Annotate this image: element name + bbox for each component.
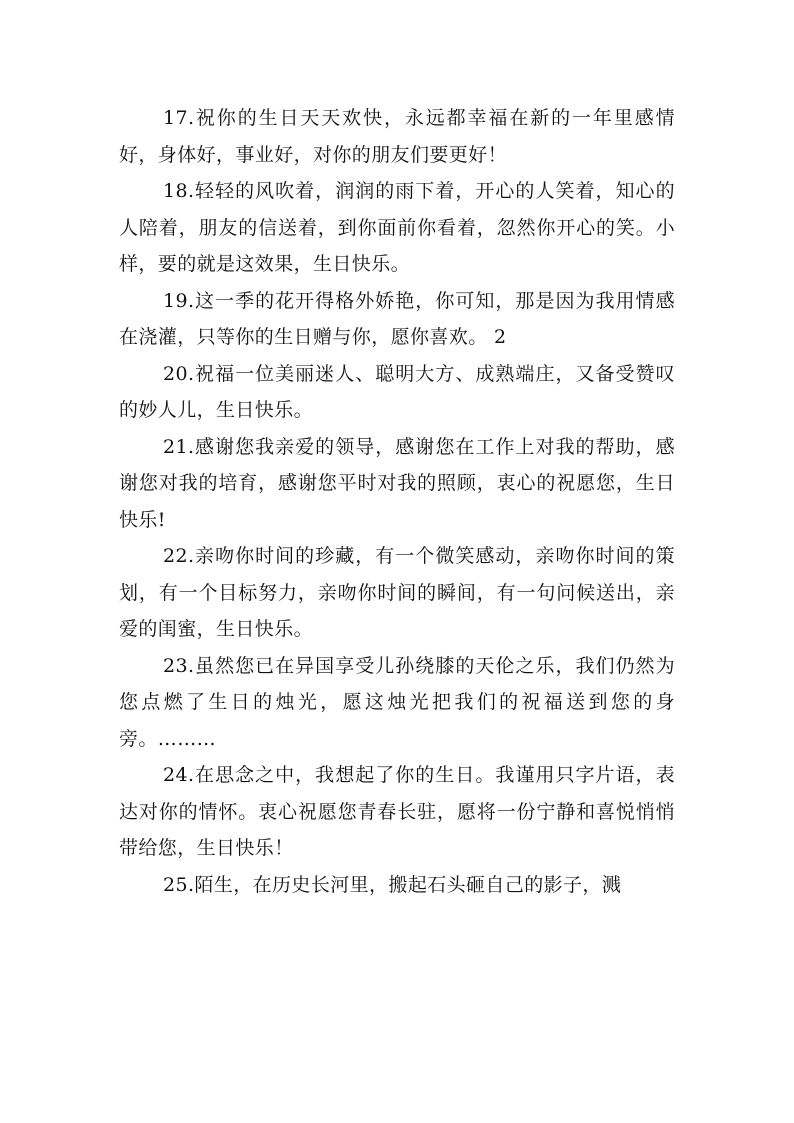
paragraph-23: 23.虽然您已在异国享受儿孙绕膝的天伦之乐，我们仍然为您点燃了生日的烛光，愿这烛光把我们的祝福送到您的身旁。………: [119, 654, 675, 750]
paragraph-20: 20.祝福一位美丽迷人、聪明大方、成熟端庄，又备受赞叹的妙人儿，生日快乐。: [119, 362, 675, 421]
paragraph-19: 19.这一季的花开得格外娇艳，你可知，那是因为我用情感在浇灌，只等你的生日赠与你，愿你喜欢。 2: [119, 289, 675, 348]
paragraph-18: 18.轻轻的风吹着，润润的雨下着，开心的人笑着，知心的人陪着，朋友的信送着，到你面前你看着，忽然你开心的笑。小样，要的就是这效果，生日快乐。: [119, 180, 675, 275]
paragraph-17: 17.祝你的生日天天欢快，永远都幸福在新的一年里感情好，身体好，事业好，对你的朋友们要更好！: [119, 107, 675, 166]
document-body: [119, 100, 675, 903]
paragraph-24: 24.在思念之中，我想起了你的生日。我谨用只字片语，表达对你的情怀。衷心祝愿您青春长驻，愿将一份宁静和喜悦悄悄带给您，生日快乐！: [119, 764, 675, 859]
paragraph-25: 25.陌生，在历史长河里，搬起石头砸自己的影子，溅: [163, 873, 622, 896]
paragraph-22: 22.亲吻你时间的珍藏，有一个微笑感动，亲吻你时间的策划，有一个目标努力，亲吻你时间的瞬间，有一句问候送出，亲爱的闺蜜，生日快乐。: [119, 545, 675, 640]
paragraph-21: 21.感谢您我亲爱的领导，感谢您在工作上对我的帮助，感谢您对我的培育，感谢您平时对我的照顾，衷心的祝愿您，生日快乐!: [119, 435, 675, 531]
